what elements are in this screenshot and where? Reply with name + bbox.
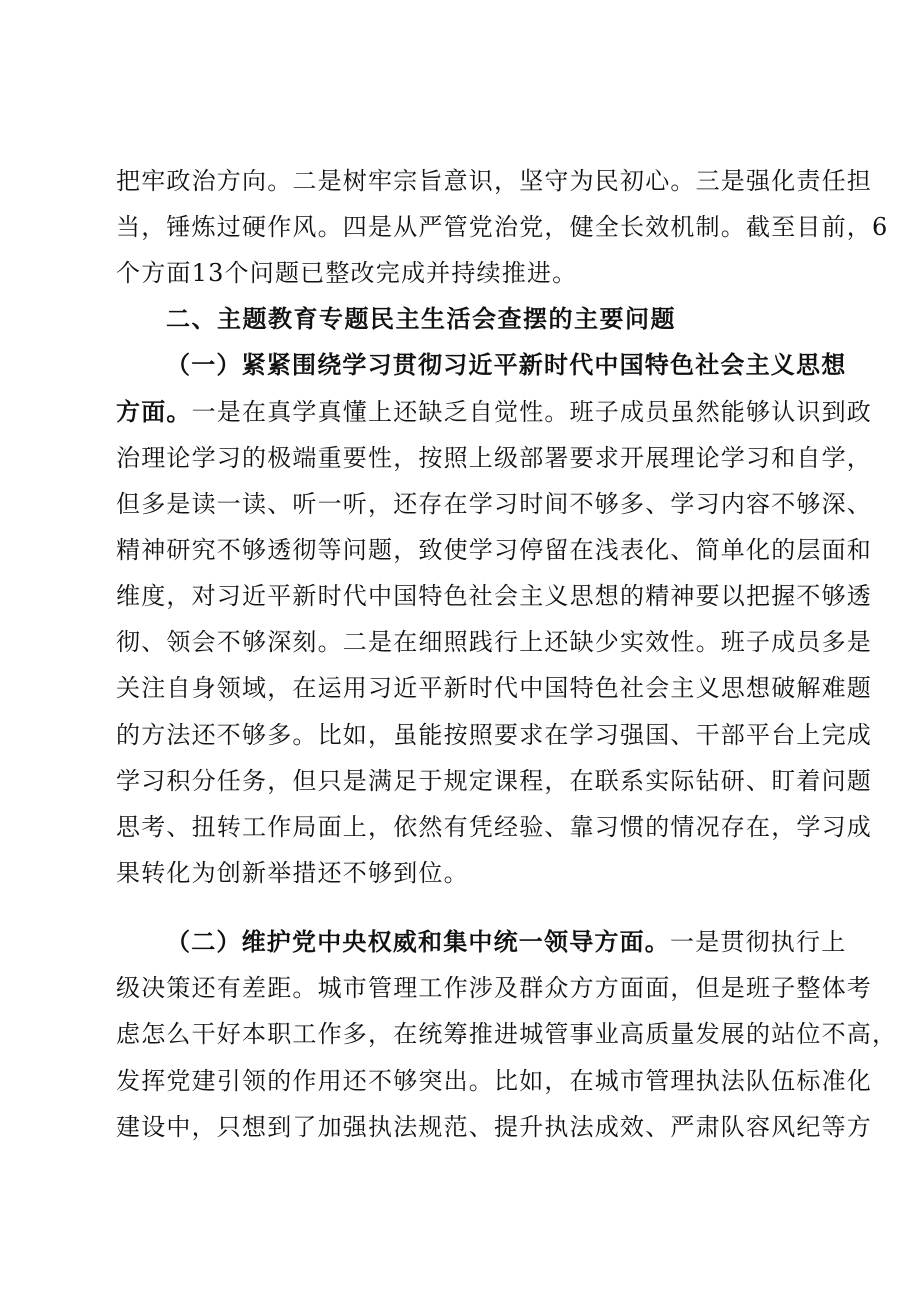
body-line: 虑怎么干好本职工作多，在统筹推进城管事业高质量发展的站位不高， xyxy=(116,1020,898,1048)
body-line: 关注自身领域，在运用习近平新时代中国特色社会主义思想破解难题 xyxy=(116,674,872,702)
body-line xyxy=(116,395,873,429)
subsection-heading xyxy=(166,348,847,382)
subsection-title-continued: 方面。 xyxy=(116,397,192,426)
body-line: 思考、扭转工作局面上，依然有凭经验、靠习惯的情况存在，学习成 xyxy=(116,813,872,841)
body-line: 果转化为创新举措还不够到位。 xyxy=(116,859,469,887)
body-line: 但多是读一读、听一听，还存在学习时间不够多、学习内容不够深、 xyxy=(116,490,872,518)
body-line: 发挥党建引领的作用还不够突出。比如，在城市管理执法队伍标准化 xyxy=(116,1067,872,1095)
body-line: 建设中，只想到了加强执法规范、提升执法成效、严肃队容风纪等方 xyxy=(116,1113,872,1141)
subsection-title: （一）紧紧围绕学习贯彻习近平新时代中国特色社会主义思想 xyxy=(166,350,847,379)
body-line: 个方面13个问题已整改完成并持续推进。 xyxy=(116,259,578,287)
body-line: 治理论学习的极端重要性，按照上级部署要求开展理论学习和自学， xyxy=(116,444,872,472)
body-line: 彻、领会不够深刻。二是在细照践行上还缺少实效性。班子成员多是 xyxy=(116,628,872,656)
body-line: 的方法还不够多。比如，虽能按照要求在学习强国、干部平台上完成 xyxy=(116,721,872,749)
subsection-heading xyxy=(166,925,847,959)
section-heading: 二、主题教育专题民主生活会查摆的主要问题 xyxy=(166,305,676,333)
body-line: 学习积分任务，但只是满足于规定课程，在联系实际钻研、盯着问题 xyxy=(116,767,872,795)
subsection-title: （二）维护党中央权威和集中统一领导方面。 xyxy=(166,927,670,956)
body-line: 把牢政治方向。二是树牢宗旨意识，坚守为民初心。三是强化责任担 xyxy=(116,167,872,195)
body-text: 一是在真学真懂上还缺乏自觉性。班子成员虽然能够认识到政 xyxy=(191,398,873,426)
body-line: 当，锤炼过硬作风。四是从严管党治党，健全长效机制。截至目前，6 xyxy=(116,213,889,241)
body-line: 级决策还有差距。城市管理工作涉及群众方方面面，但是班子整体考 xyxy=(116,974,872,1002)
body-line: 精神研究不够透彻等问题，致使学习停留在浅表化、简单化的层面和 xyxy=(116,536,872,564)
body-text: 一是贯彻执行上 xyxy=(670,928,847,956)
body-line: 维度，对习近平新时代中国特色社会主义思想的精神要以把握不够透 xyxy=(116,582,872,610)
